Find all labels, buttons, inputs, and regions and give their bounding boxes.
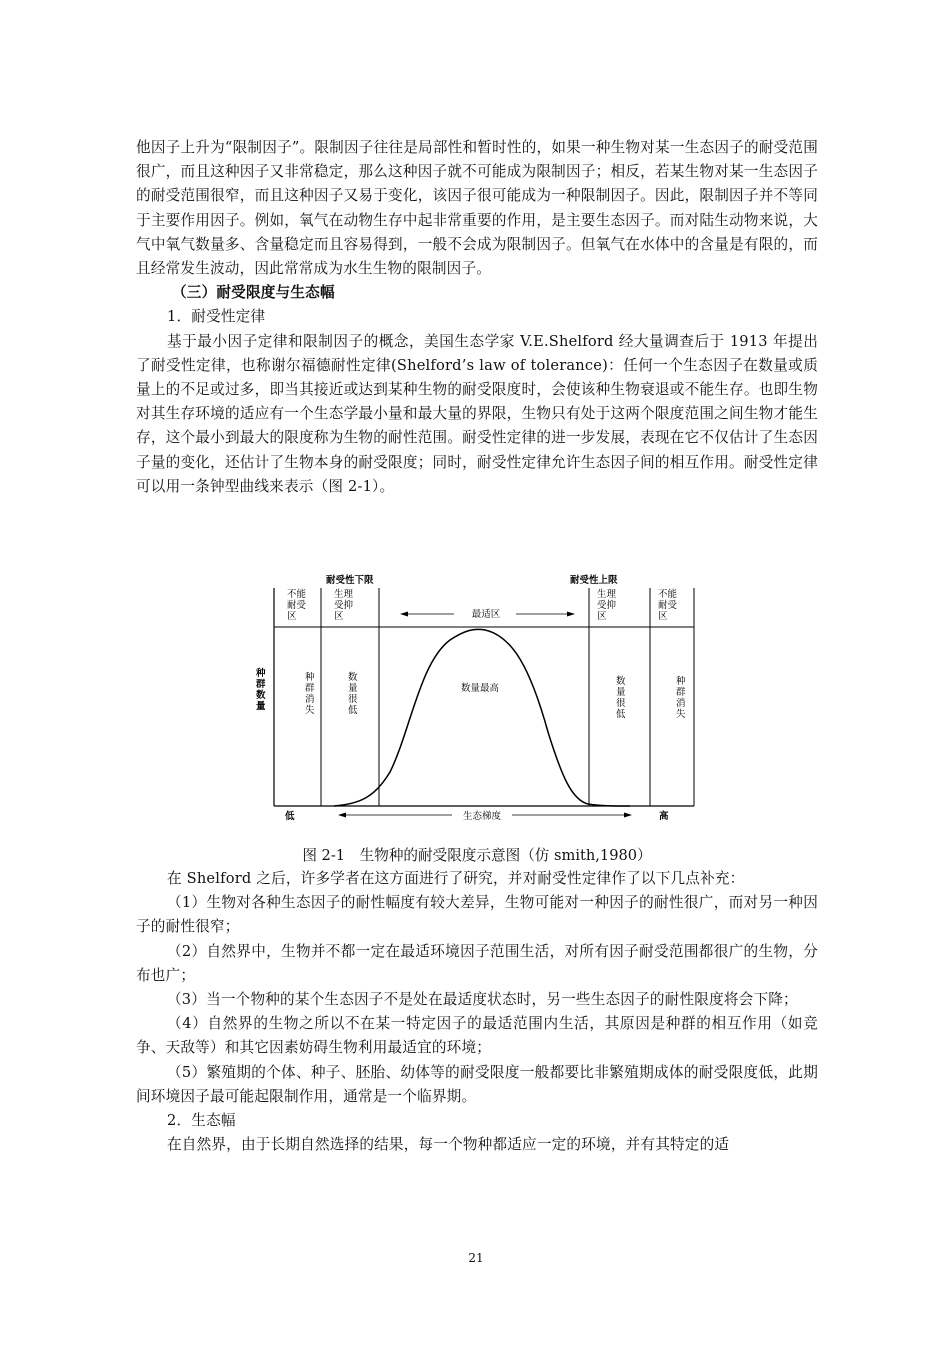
figure-caption: 图 2-1 生物种的耐受限度示意图（仿 smith,1980）	[302, 847, 652, 864]
svg-text:很: 很	[616, 698, 626, 709]
left-low-label	[348, 671, 358, 716]
right-extinct-label	[676, 675, 686, 720]
list-item-4: （4）自然界的生物之所以不在某一特定因子的最适范围内生活，其原因是种群的相互作用（如竞争、天敌等）和其它因素妨碍生物利用最适宜的环境；	[136, 1015, 818, 1057]
list-item-1: （1）生物对各种生态因子的耐性幅度有较大差异，生物可能对一种因子的耐性很广，而对另一种因子的耐性很窄；	[136, 894, 818, 936]
svg-text:数: 数	[256, 690, 266, 701]
svg-text:失: 失	[676, 709, 686, 720]
body-text-bottom	[136, 867, 818, 1157]
svg-text:受抑: 受抑	[597, 600, 617, 611]
svg-text:量: 量	[616, 687, 626, 698]
subsection-heading: 1．耐受性定律	[167, 308, 266, 326]
label-x-high: 高	[659, 811, 669, 822]
section-heading: （三）耐受限度与生态幅	[172, 284, 335, 302]
svg-text:低: 低	[616, 709, 626, 720]
svg-text:失: 失	[305, 705, 315, 716]
label-x-low: 低	[285, 811, 295, 822]
subsection-heading-ecological-amplitude: 2．生态幅	[167, 1112, 236, 1130]
zone-right-outer	[658, 588, 678, 622]
svg-text:区: 区	[334, 611, 344, 622]
svg-text:群: 群	[676, 687, 686, 698]
paragraph-limiting-factor: 他因子上升为“限制因子”。限制因子往往是局部性和暂时性的，如果一种生物对某一生态因子的耐受范围很广，而且这种因子又非常稳定，那么这种因子就不可能成为限制因子；相反，若某生物对某一生态因子的耐受范围很窄，而且这种因子又易于变化，该因子很可能成为一种限制因子。因此，限制因子并不等同于主要作用因子。例如，氧气在动物生存中起非常重要的作用，是主要生态因子。而对陆生动物来说，大气中氧气数量多、含量稳定而且容易得到，一般不会成为限制因子。但氧气在水体中的含量是有限的，而且经常发生波动，因此常常成为水生生物的限制因子。	[136, 139, 818, 278]
svg-text:生理: 生理	[334, 589, 354, 600]
y-axis-label	[255, 667, 266, 712]
svg-text:消: 消	[305, 694, 315, 705]
svg-text:耐受: 耐受	[658, 600, 678, 611]
right-low-label	[616, 675, 626, 720]
svg-text:数: 数	[348, 672, 358, 683]
svg-text:不能: 不能	[287, 589, 307, 600]
svg-text:生理: 生理	[597, 589, 617, 600]
left-extinct-label	[305, 671, 315, 716]
svg-text:量: 量	[348, 683, 358, 694]
body-text-top	[136, 136, 818, 499]
svg-text:群: 群	[256, 679, 266, 690]
svg-text:种: 种	[305, 672, 315, 683]
tolerance-figure	[250, 572, 700, 832]
svg-text:数: 数	[616, 676, 626, 687]
list-item-5: （5）繁殖期的个体、种子、胚胎、幼体等的耐受限度一般都要比非繁殖期成体的耐受限度低，此期间环境因子最可能起限制作用，通常是一个临界期。	[136, 1063, 818, 1105]
svg-text:种: 种	[256, 668, 266, 679]
svg-text:区: 区	[287, 611, 297, 622]
svg-text:很: 很	[348, 694, 358, 705]
svg-text:区: 区	[658, 611, 668, 622]
svg-text:低: 低	[348, 705, 358, 716]
label-upper-limit: 耐受性上限	[570, 575, 618, 586]
svg-text:消: 消	[676, 698, 686, 709]
zone-left-outer	[287, 588, 307, 622]
list-item-2: （2）自然界中，生物并不都一定在最适环境因子范围生活，对所有因子耐受范围都很广的生物，分布也广；	[136, 942, 818, 984]
list-item-3: （3）当一个物种的某个生态因子不是处在最适度状态时，另一些生态因子的耐性限度将会下降；	[167, 991, 798, 1009]
svg-text:量: 量	[256, 701, 266, 712]
page-number: 21	[468, 1251, 484, 1265]
label-optimum-zone: 最适区	[471, 609, 501, 620]
label-peak: 数量最高	[460, 683, 500, 694]
svg-text:群: 群	[305, 683, 315, 694]
zone-left-inner	[334, 588, 354, 622]
paragraph-ecological-amplitude: 在自然界，由于长期自然选择的结果，每一个物种都适应一定的环境，并有其特定的适	[167, 1136, 730, 1154]
label-lower-limit: 耐受性下限	[326, 575, 374, 586]
svg-text:受抑: 受抑	[334, 600, 354, 611]
svg-text:区: 区	[597, 611, 607, 622]
label-x-axis: 生态梯度	[462, 811, 502, 822]
zone-right-inner	[597, 588, 617, 622]
paragraph-after-shelford: 在 Shelford 之后，许多学者在这方面进行了研究，并对耐受性定律作了以下几点补充：	[167, 870, 745, 887]
svg-text:耐受: 耐受	[287, 600, 307, 611]
svg-text:不能: 不能	[658, 589, 678, 600]
paragraph-shelford-law: 基于最小因子定律和限制因子的概念，美国生态学家 V.E.Shelford 经大量调查后于 1913 年提出了耐受性定律，也称谢尔福德耐性定律(Shelford’s law of tolerance)：任何一个生态因子在数量或质量上的不足或过多，即当其接近或达到某种生物的耐受限度时，会使该种生物衰退或不能生存。也即生物对其生存环境的适应有一个生态学最小量和最大量的界限，生物只有处于这两个限度范围之间生物才能生存，这个最小到最大的限度称为生物的耐性范围。耐受性定律的进一步发展，表现在它不仅估计了生态因子量的变化，还估计了生物本身的耐受限度；同时，耐受性定律允许生态因子间的相互作用。耐受性定律可以用一条钟型曲线来表示（图 2-1）。	[136, 332, 818, 495]
svg-text:种: 种	[676, 676, 686, 687]
